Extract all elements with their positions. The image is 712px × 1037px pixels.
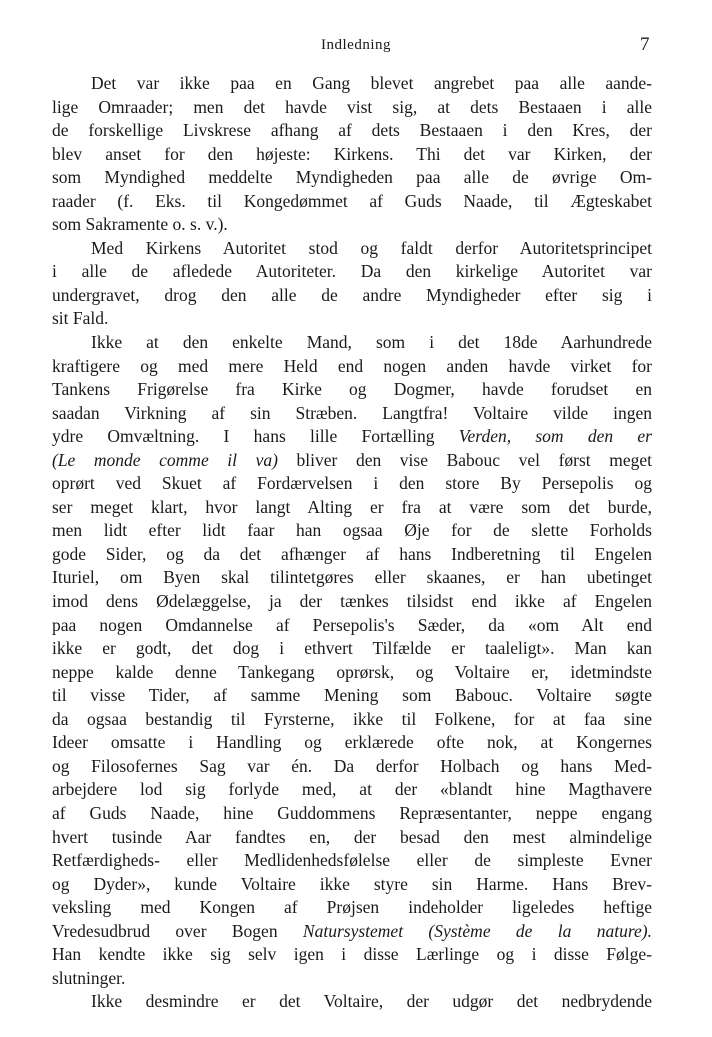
- text-line: [52, 237, 652, 261]
- text-segment: Ikke desmindre er det Voltaire, der udgør det nedbrydende: [91, 991, 652, 1012]
- text-line: [52, 425, 652, 449]
- text-line: [52, 472, 652, 496]
- text-line: [52, 708, 652, 732]
- text-line: [52, 990, 652, 1014]
- text-segment: blev anset for den højeste: Kirkens. Thi det var Kirken, der: [52, 143, 652, 164]
- text-line: [52, 637, 652, 661]
- text-segment: arbejdere lod sig forlyde med, at der «blandt hine Magthavere: [52, 779, 652, 800]
- text-segment: Ituriel, om Byen skal tilintetgøres eller skaanes, er han ubetinget: [52, 567, 652, 588]
- text-segment: oprørt ved Skuet af Fordærvelsen i den store By Persepolis og: [52, 473, 652, 494]
- text-segment: paa nogen Omdannelse af Persepolis's Sæder, da «om Alt end: [52, 614, 652, 635]
- text-line: [52, 802, 652, 826]
- text-line: [52, 213, 652, 237]
- text-line: [52, 355, 652, 379]
- body-text: [52, 72, 652, 1014]
- text-line: [52, 260, 652, 284]
- text-segment: som Sakramente o. s. v.).: [52, 214, 228, 235]
- text-line: [52, 119, 652, 143]
- text-segment: ser meget klart, hvor langt Alting er fra at være som det burde,: [52, 496, 652, 517]
- text-segment: af Guds Naade, hine Guddommens Repræsentanter, neppe engang: [52, 802, 652, 823]
- text-segment: Det var ikke paa en Gang blevet angrebet paa alle aande-: [91, 73, 652, 93]
- text-segment: hvert tusinde Aar fandtes en, der besad den mest almindelige: [52, 826, 652, 847]
- text-line: [52, 331, 652, 355]
- text-segment: og Dyder», kunde Voltaire ikke styre sin Harme. Hans Brev-: [52, 873, 652, 894]
- text-segment: bliver den vise Babouc vel først meget: [277, 449, 652, 470]
- text-line: [52, 96, 652, 120]
- text-segment: de forskellige Livskrese afhang af dets Bestaaen i den Kres, der: [52, 120, 652, 141]
- text-line: [52, 731, 652, 755]
- text-line: [52, 943, 652, 967]
- text-segment: Med Kirkens Autoritet stod og faldt derfor Autoritetsprincipet: [91, 237, 652, 258]
- text-line: [52, 896, 652, 920]
- text-line: [52, 920, 652, 944]
- text-segment: veksling med Kongen af Prøjsen indeholder ligeledes heftige: [52, 897, 652, 918]
- italic-segment: Natursystemet (Système de la nature).: [302, 920, 652, 941]
- text-line: [52, 284, 652, 308]
- text-line: [52, 449, 652, 473]
- text-line: [52, 143, 652, 167]
- text-line: [52, 873, 652, 897]
- text-segment: som Myndighed meddelte Myndigheden paa alle de øvrige Om-: [52, 167, 652, 188]
- italic-segment: Verden, som den er: [458, 426, 652, 447]
- text-segment: slutninger.: [52, 967, 126, 988]
- text-segment: sit Fald.: [52, 308, 109, 329]
- text-segment: undergravet, drog den alle de andre Myndigheder efter sig i: [52, 284, 652, 305]
- text-segment: Ikke at den enkelte Mand, som i det 18de Aarhundrede: [91, 332, 652, 353]
- text-line: [52, 166, 652, 190]
- text-segment: men lidt efter lidt faar han ogsaa Øje for de slette Forholds: [52, 520, 652, 541]
- text-line: [52, 755, 652, 779]
- italic-segment: (Le monde comme il va): [52, 449, 278, 470]
- text-line: [52, 614, 652, 638]
- text-segment: neppe kalde denne Tankegang oprørsk, og Voltaire er, idetmindste: [52, 661, 652, 682]
- text-segment: Han kendte ikke sig selv igen i disse Lærlinge og i disse Følge-: [52, 944, 652, 965]
- text-line: [52, 661, 652, 685]
- text-line: [52, 496, 652, 520]
- text-segment: Tankens Frigørelse fra Kirke og Dogmer, havde forudset en: [52, 379, 652, 400]
- running-title: Indledning: [321, 37, 391, 53]
- text-line: [52, 967, 652, 991]
- text-segment: kraftigere og med mere Held end nogen anden havde virket for: [52, 355, 652, 376]
- text-segment: ydre Omvæltning. I hans lille Fortælling: [52, 426, 459, 447]
- text-segment: Retfærdigheds- eller Medlidenhedsfølelse eller de simpleste Evner: [52, 850, 652, 871]
- text-line: [52, 519, 652, 543]
- text-segment: saadan Virkning af sin Stræben. Langtfra! Voltaire vilde ingen: [52, 402, 652, 423]
- text-line: [52, 190, 652, 214]
- text-segment: og Filosofernes Sag var én. Da derfor Holbach og hans Med-: [52, 755, 652, 776]
- text-line: [52, 826, 652, 850]
- text-line: [52, 590, 652, 614]
- text-segment: Ideer omsatte i Handling og erklærede ofte nok, at Kongernes: [52, 732, 652, 753]
- text-segment: til visse Tider, af samme Mening som Babouc. Voltaire søgte: [52, 685, 652, 706]
- text-line: [52, 543, 652, 567]
- text-line: [52, 402, 652, 426]
- text-segment: raader (f. Eks. til Kongedømmet af Guds Naade, til Ægteskabet: [52, 190, 652, 211]
- text-line: [52, 684, 652, 708]
- text-segment: da ogsaa bestandig til Fyrsterne, ikke til Folkene, for at faa sine: [52, 708, 652, 729]
- text-line: [52, 307, 652, 331]
- page-number: 7: [640, 34, 650, 55]
- text-segment: Vredesudbrud over Bogen: [52, 920, 303, 941]
- text-line: [52, 72, 652, 96]
- text-line: [52, 566, 652, 590]
- text-line: [52, 378, 652, 402]
- text-segment: lige Omraader; men det havde vist sig, at dets Bestaaen i alle: [52, 96, 652, 117]
- text-line: [52, 849, 652, 873]
- text-line: [52, 778, 652, 802]
- text-segment: gode Sider, og da det afhænger af hans Indberetning til Engelen: [52, 543, 652, 564]
- text-segment: i alle de afledede Autoriteter. Da den kirkelige Autoritet var: [52, 261, 652, 282]
- text-segment: ikke er godt, det dog i ethvert Tilfælde er taaleligt». Man kan: [52, 638, 652, 659]
- text-segment: imod dens Ødelæggelse, ja der tænkes tilsidst end ikke af Engelen: [52, 591, 652, 612]
